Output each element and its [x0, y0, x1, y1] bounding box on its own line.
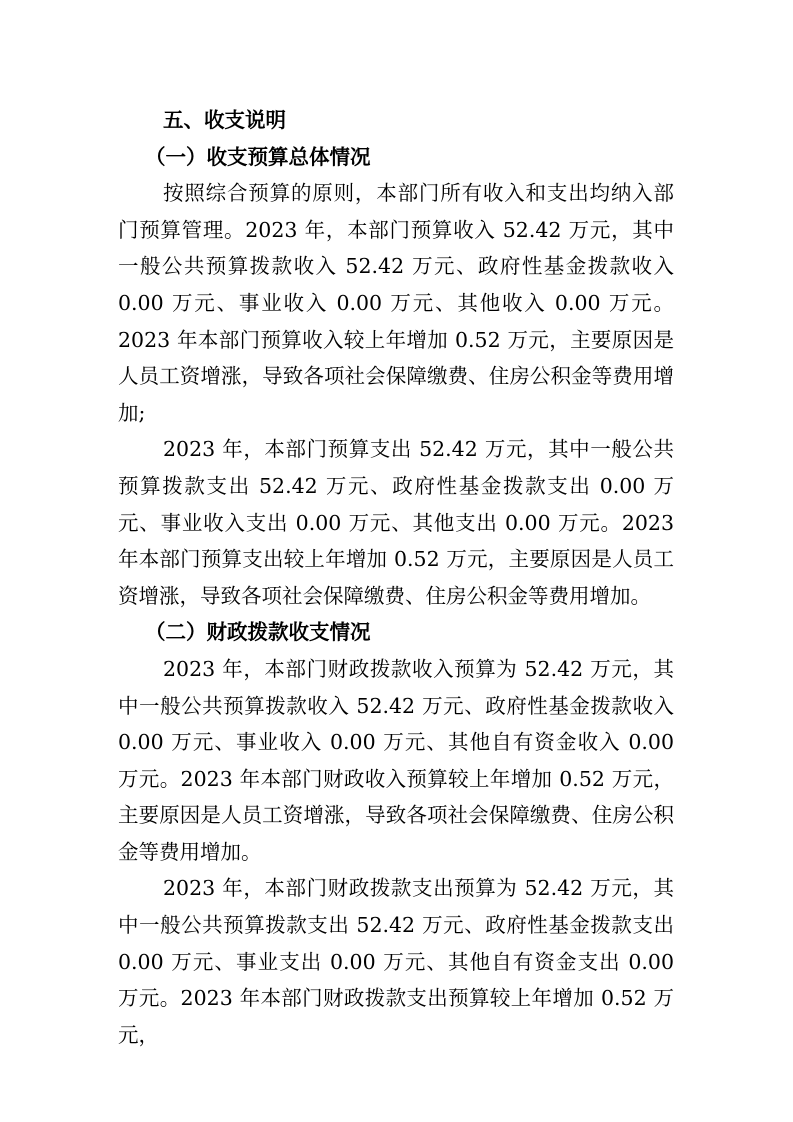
- paragraph-fiscal-income: 2023 年，本部门财政拨款收入预算为 52.42 万元，其中一般公共预算拨款收入 52.42 万元、政府性基金拨款收入 0.00 万元、事业收入 0.00 万元、其他自有资金收入 0.00 万元。2023 年本部门财政收入预算较上年增加 0.52 万元，主要原因是人员工资增涨，导致各项社会保障缴费、住房公积金等费用增加。: [118, 656, 674, 864]
- paragraph-budget-expenditure: 2023 年，本部门预算支出 52.42 万元，其中一般公共预算拨款支出 52.42 万元、政府性基金拨款支出 0.00 万元、事业收入支出 0.00 万元、其他支出 0.00 万元。2023 年本部门预算支出较上年增加 0.52 万元，主要原因是人员工资增涨，导致各项社会保障缴费、住房公积金等费用增加。: [118, 437, 674, 608]
- document-body: [118, 102, 674, 1053]
- paragraph-fiscal-expenditure: 2023 年，本部门财政拨款支出预算为 52.42 万元，其中一般公共预算拨款支出 52.42 万元、政府性基金拨款支出 0.00 万元、事业支出 0.00 万元、其他自有资金支出 0.00 万元。2023 年本部门财政拨款支出预算较上年增加 0.52 万元，: [118, 876, 674, 1047]
- subsection-heading-1: （一）收支预算总体情况: [145, 144, 371, 169]
- subsection-heading-2: （二）财政拨款收支情况: [145, 620, 371, 645]
- section-heading: 五、收支说明: [163, 108, 286, 132]
- paragraph-budget-income: 按照综合预算的原则，本部门所有收入和支出均纳入部门预算管理。2023 年，本部门预算收入 52.42 万元，其中一般公共预算拨款收入 52.42 万元、政府性基金拨款收入 0.00 万元、事业收入 0.00 万元、其他收入 0.00 万元。2023 年本部门预算收入较上年增加 0.52 万元，主要原因是人员工资增涨，导致各项社会保障缴费、住房公积金等费用增加;: [118, 181, 674, 425]
